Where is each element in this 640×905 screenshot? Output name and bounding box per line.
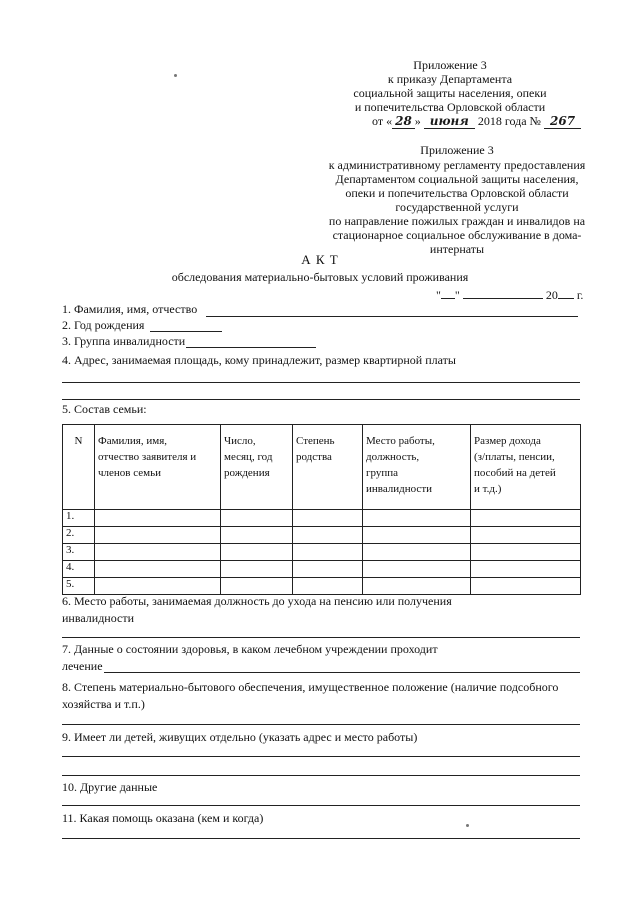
act-date-quote-close: "	[454, 288, 460, 302]
scan-speck	[174, 74, 177, 77]
table-cell[interactable]	[363, 544, 471, 561]
field-full-name-label: 1. Фамилия, имя, отчество	[62, 302, 198, 316]
table-cell[interactable]	[95, 544, 221, 561]
table-cell[interactable]	[95, 527, 221, 544]
act-date-suffix: г.	[576, 288, 584, 302]
appendix-regulation-line5: государственной услуги	[395, 200, 519, 214]
table-cell[interactable]	[221, 527, 293, 544]
col-header-name: Фамилия, имя, отчество заявителя и членов семьи	[95, 425, 221, 510]
field-material-label-1: 8. Степень материально-бытового обеспечения, имущественное положение (наличие подсобного	[62, 680, 559, 694]
act-date-line	[436, 288, 583, 302]
appendix-order-title: Приложение 3	[413, 58, 487, 72]
appendix-regulation-title: Приложение 3	[420, 143, 494, 157]
col-header-number: N	[63, 425, 95, 510]
scan-speck	[466, 824, 469, 827]
table-cell[interactable]	[471, 527, 581, 544]
table-row-number: 4.	[63, 561, 95, 578]
table-cell[interactable]	[221, 510, 293, 527]
field-children-line-1[interactable]	[62, 756, 580, 757]
table-row-number: 1.	[63, 510, 95, 527]
table-cell[interactable]	[293, 527, 363, 544]
col-header-workplace: Место работы, должность, группа инвалидности	[363, 425, 471, 510]
date-day-handwritten: 28	[392, 114, 415, 129]
table-cell[interactable]	[95, 578, 221, 595]
field-health-line[interactable]	[104, 672, 580, 673]
field-prior-work-label-2: инвалидности	[62, 611, 135, 625]
table-cell[interactable]	[363, 510, 471, 527]
field-address-line-2[interactable]	[62, 399, 580, 400]
act-title: А К Т	[301, 252, 339, 267]
table-cell[interactable]	[221, 561, 293, 578]
field-other-line[interactable]	[62, 805, 580, 806]
date-prefix: от «	[372, 114, 393, 128]
field-help-line[interactable]	[62, 838, 580, 839]
table-cell[interactable]	[363, 578, 471, 595]
table-row	[63, 510, 581, 527]
act-subtitle: обследования материально-бытовых условий проживания	[171, 270, 469, 284]
field-health-label-1: 7. Данные о состоянии здоровья, в каком лечебном учреждении проходит	[62, 642, 438, 656]
field-address-line-1[interactable]	[62, 382, 580, 383]
field-material-line[interactable]	[62, 724, 580, 725]
table-cell[interactable]	[221, 544, 293, 561]
col-header-relation: Степень родства	[293, 425, 363, 510]
table-cell[interactable]	[471, 544, 581, 561]
field-birth-year-line[interactable]	[150, 331, 222, 332]
field-children-line-2[interactable]	[62, 775, 580, 776]
field-other-label: 10. Другие данные	[62, 780, 158, 794]
appendix-order-line2: к приказу Департамента	[387, 72, 513, 86]
appendix-regulation-line3: Департаментом социальной защиты населения,	[335, 172, 579, 186]
appendix-order-block	[335, 58, 565, 114]
field-full-name-line[interactable]	[206, 316, 578, 317]
table-cell[interactable]	[293, 578, 363, 595]
field-prior-work-label-1: 6. Место работы, занимаемая должность до ухода на пенсию или получения	[62, 594, 452, 608]
table-header-row	[63, 425, 581, 510]
table-cell[interactable]	[363, 527, 471, 544]
table-cell[interactable]	[221, 578, 293, 595]
appendix-order-line4: и попечительства Орловской области	[354, 100, 546, 114]
act-date-quote-open: "	[436, 288, 441, 302]
table-row	[63, 578, 581, 595]
table-row	[63, 561, 581, 578]
act-date-year: 20	[545, 288, 558, 302]
table-cell[interactable]	[95, 510, 221, 527]
table-row-number: 5.	[63, 578, 95, 595]
appendix-regulation-line2: к административному регламенту предоставления	[328, 158, 586, 172]
field-family-label: 5. Состав семьи:	[62, 402, 147, 416]
table-cell[interactable]	[293, 561, 363, 578]
appendix-order-date: от « 28 » июня 2018 года № 267	[372, 114, 581, 128]
field-material-label-2: хозяйства и т.п.)	[62, 697, 145, 711]
doc-number-handwritten: 267	[544, 114, 581, 129]
appendix-regulation-line7: стационарное социальное обслуживание в дома-	[332, 228, 582, 242]
field-birth-year-label: 2. Год рождения	[62, 318, 145, 332]
table-cell[interactable]	[363, 561, 471, 578]
table-row-number: 3.	[63, 544, 95, 561]
table-cell[interactable]	[471, 561, 581, 578]
field-health-label-2: лечение	[62, 659, 103, 673]
appendix-regulation-line6: по направление пожилых граждан и инвалидов на	[328, 214, 586, 228]
appendix-regulation-line8: интернаты	[429, 242, 485, 256]
field-children-label: 9. Имеет ли детей, живущих отдельно (указать адрес и место работы)	[62, 730, 418, 744]
date-month-handwritten: июня	[424, 114, 475, 129]
appendix-regulation-block	[312, 143, 602, 256]
table-row-number: 2.	[63, 527, 95, 544]
table-row	[63, 544, 581, 561]
col-header-birth-date: Число, месяц, год рождения	[221, 425, 293, 510]
col-header-income: Размер дохода (з/платы, пенсии, пособий на детей и т.д.)	[471, 425, 581, 510]
field-help-label: 11. Какая помощь оказана (кем и когда)	[62, 811, 264, 825]
table-cell[interactable]	[95, 561, 221, 578]
table-cell[interactable]	[293, 544, 363, 561]
field-disability-group-label: 3. Группа инвалидности	[62, 334, 186, 348]
field-disability-group-line[interactable]	[186, 347, 316, 348]
field-prior-work-line[interactable]	[62, 637, 580, 638]
table-cell[interactable]	[471, 578, 581, 595]
appendix-regulation-line4: опеки и попечительства Орловской области	[345, 186, 569, 200]
field-address-label: 4. Адрес, занимаемая площадь, кому принадлежит, размер квартирной платы	[62, 353, 456, 367]
date-year-text: 2018 года №	[477, 114, 542, 128]
appendix-order-line3: социальной защиты населения, опеки	[353, 86, 547, 100]
table-cell[interactable]	[471, 510, 581, 527]
table-row	[63, 527, 581, 544]
family-composition-table	[62, 424, 581, 595]
table-cell[interactable]	[293, 510, 363, 527]
